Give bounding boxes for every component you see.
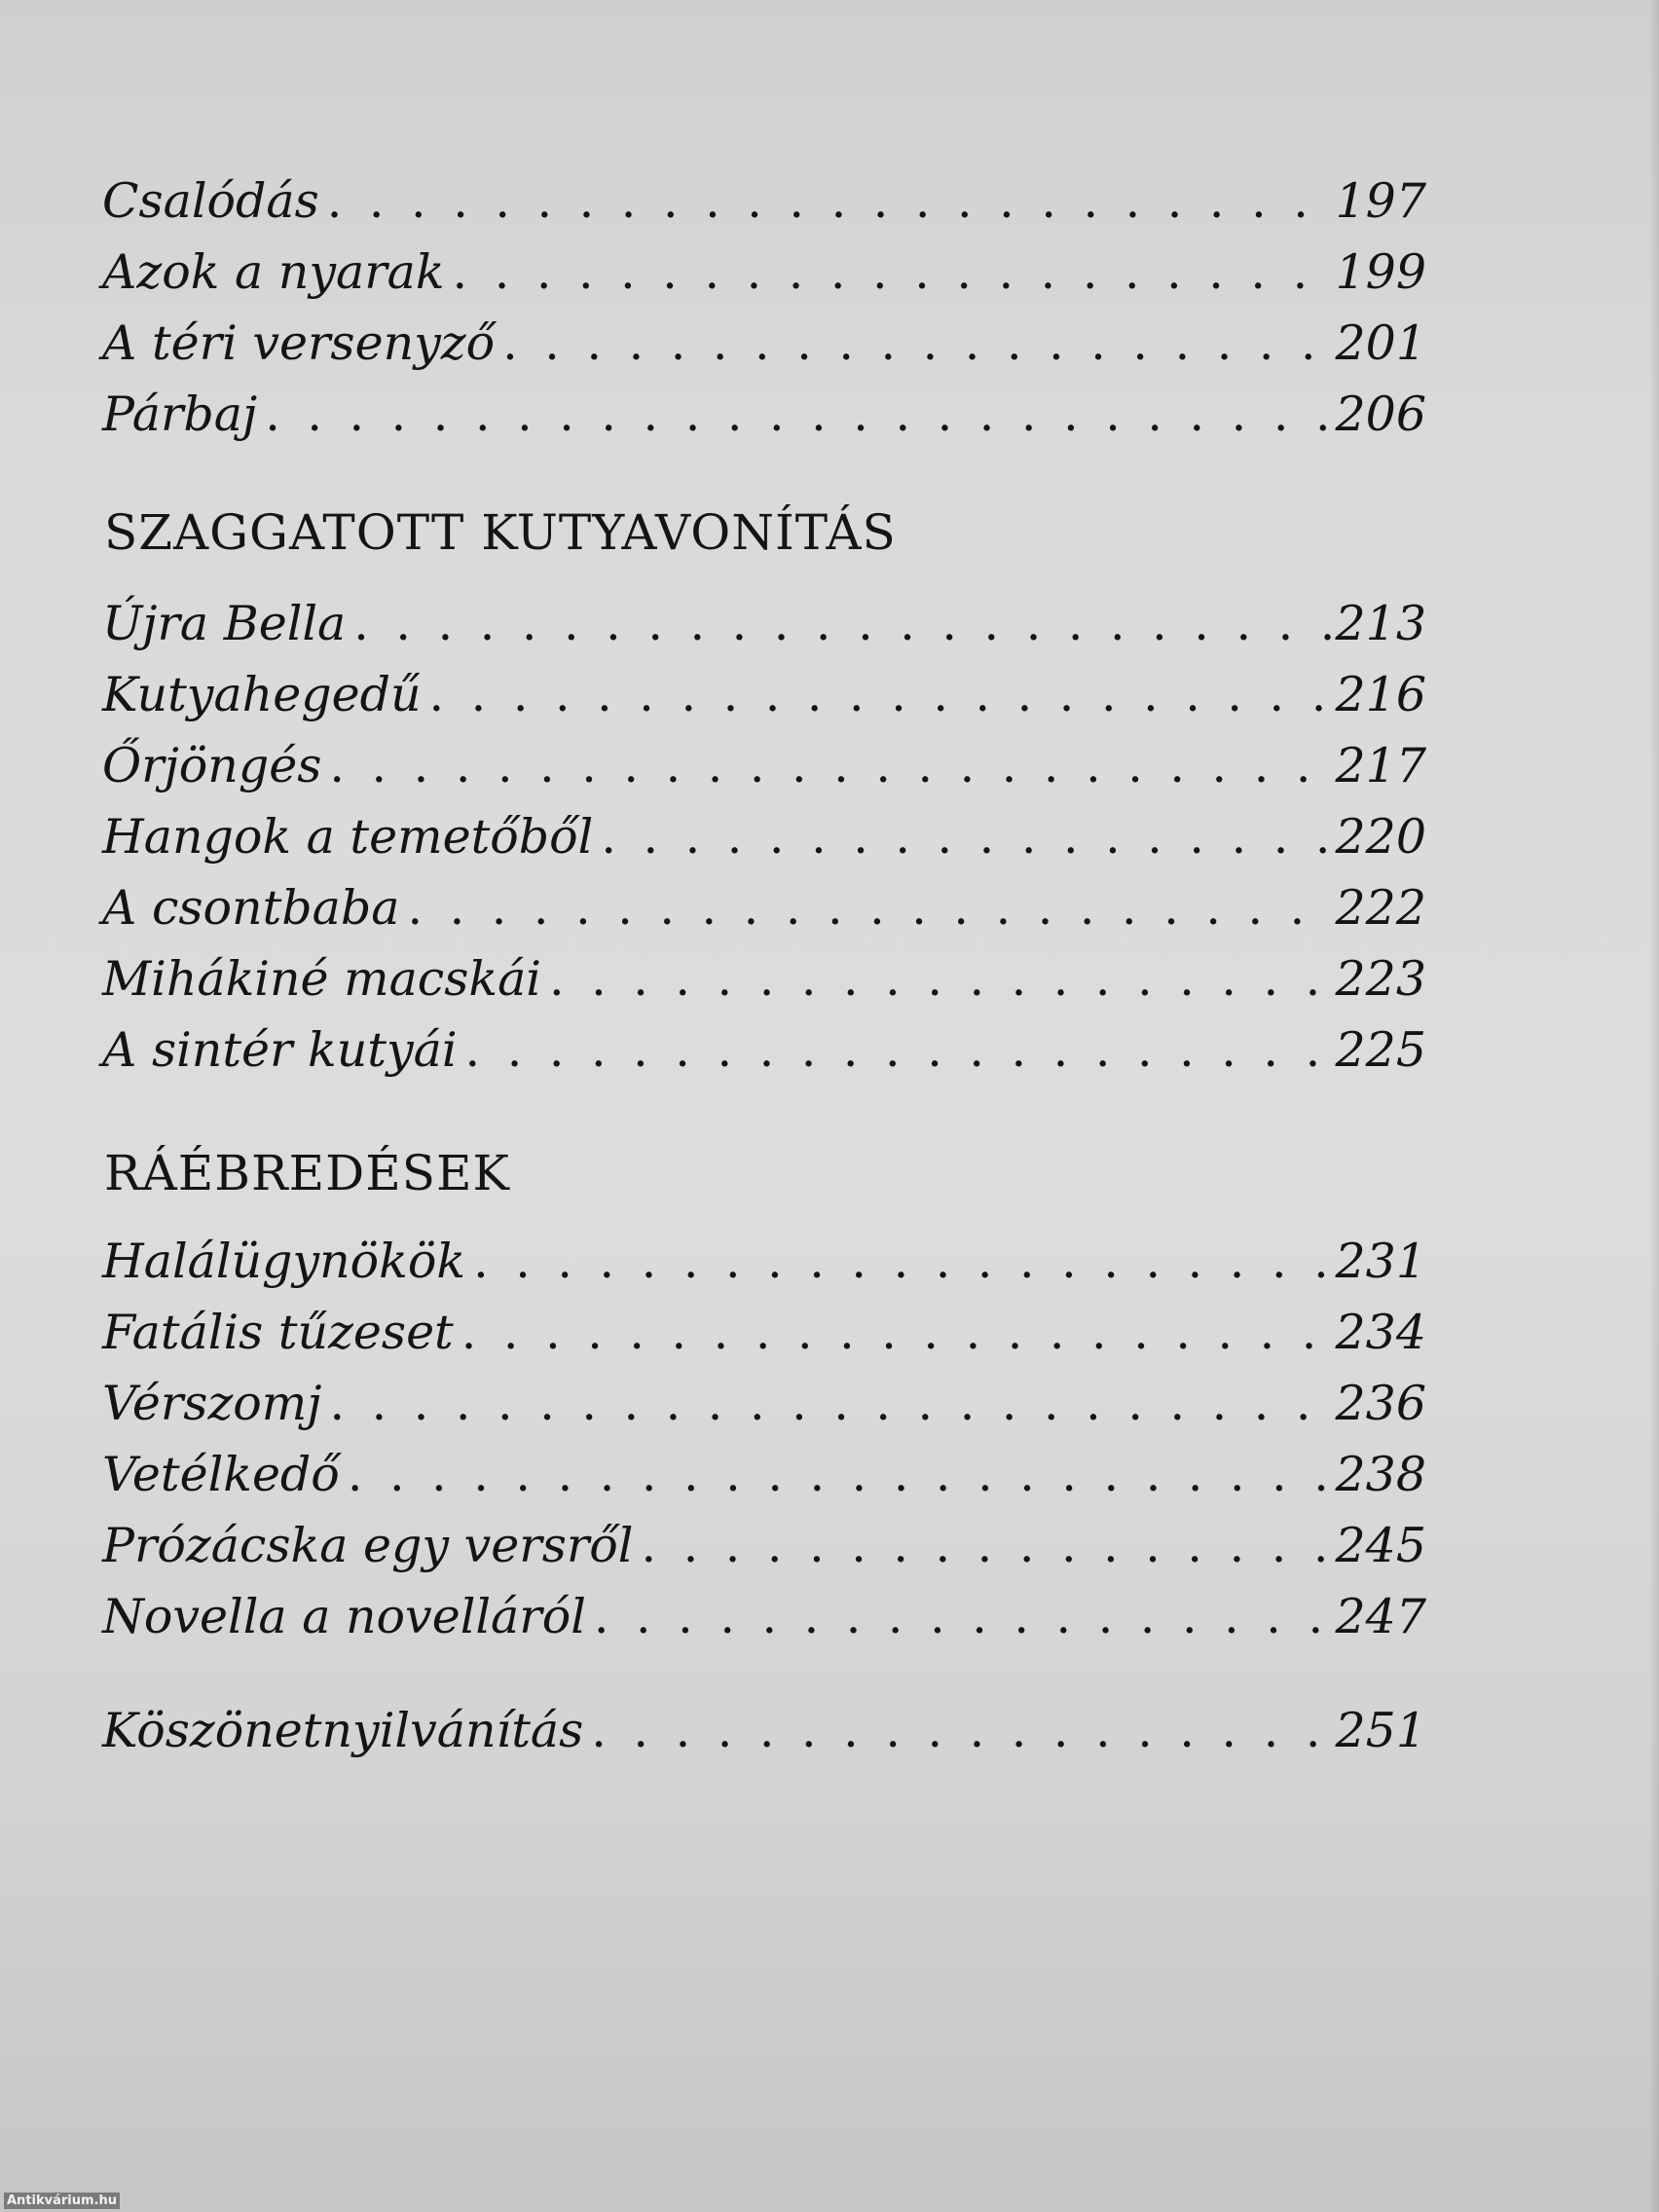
toc-entry-page: 201 [1335, 315, 1426, 371]
toc-entry-page: 223 [1335, 951, 1426, 1007]
toc-dot-leader [422, 663, 1336, 727]
toc-entry-page: 236 [1335, 1376, 1426, 1431]
toc-entry-title: A téri versenyző [102, 315, 496, 371]
toc-entry-title: Vérszomj [102, 1376, 322, 1431]
toc-entry-page: 251 [1335, 1703, 1426, 1758]
toc-dot-leader [321, 1372, 1335, 1436]
toc-entry [102, 876, 1426, 940]
toc-entry-page: 217 [1335, 738, 1426, 793]
toc-entry [102, 734, 1426, 798]
toc-entry [102, 1301, 1426, 1365]
toc-entry [102, 240, 1426, 305]
toc-dot-leader [321, 734, 1335, 798]
toc-entry-title: Vetélkedő [102, 1447, 340, 1502]
toc-entry-page: 206 [1335, 387, 1426, 442]
toc-dot-leader [458, 1018, 1336, 1083]
toc-dot-leader [633, 1514, 1335, 1578]
toc-entry-page: 197 [1335, 173, 1426, 229]
toc-entry [102, 1372, 1426, 1436]
toc-entry-title: A sintér kutyái [102, 1022, 458, 1078]
toc-entry-page: 231 [1335, 1234, 1426, 1289]
toc-entry-title: Prózácska egy versről [102, 1518, 634, 1573]
toc-entry-page: 245 [1335, 1518, 1426, 1573]
toc-entry [102, 169, 1426, 234]
toc-entry-page: 247 [1335, 1589, 1426, 1644]
toc-entry [102, 312, 1426, 376]
toc-entry-title: Hangok a temetőből [102, 809, 594, 865]
toc-entry-title: Újra Bella [102, 596, 347, 651]
toc-entry-page: 238 [1335, 1447, 1426, 1502]
toc-dot-leader [465, 1230, 1335, 1294]
toc-dot-leader [495, 312, 1335, 376]
toc-entry-page: 216 [1335, 667, 1426, 722]
toc-entry-title: Mihákiné macskái [102, 951, 541, 1007]
toc-entry [102, 663, 1426, 727]
toc-entry [102, 383, 1426, 447]
toc-entry-page: 213 [1335, 596, 1426, 651]
toc-entry-title: Köszönetnyilvánítás [102, 1703, 584, 1758]
toc-dot-leader [593, 805, 1335, 869]
toc-entry [102, 1514, 1426, 1578]
toc-entry-title: Azok a nyarak [102, 244, 445, 300]
toc-entry-title: Őrjöngés [102, 738, 322, 793]
page-edge-shadow [1649, 0, 1659, 2212]
toc-entry-title: Fatális tűzeset [102, 1305, 454, 1360]
toc-dot-leader [541, 947, 1336, 1012]
toc-dot-leader [445, 240, 1336, 305]
toc-entry-page: 199 [1335, 244, 1426, 300]
toc-entry [102, 947, 1426, 1012]
toc-entry-page: 225 [1335, 1022, 1426, 1078]
toc-entry-title: Kutyahegedű [102, 667, 422, 722]
toc-dot-leader [257, 383, 1335, 447]
toc-entry-page: 220 [1335, 809, 1426, 865]
toc-entry [102, 1018, 1426, 1083]
toc-entry [102, 1585, 1426, 1649]
section-heading: RÁÉBREDÉSEK [104, 1145, 510, 1201]
toc-entry-title: A csontbaba [102, 880, 400, 936]
toc-dot-leader [340, 1443, 1336, 1507]
toc-dot-leader [583, 1699, 1335, 1763]
toc-dot-leader [346, 592, 1335, 656]
toc-entry-title: Halálügynökök [102, 1234, 466, 1289]
toc-entry-title: Csalódás [102, 173, 319, 229]
toc-entry [102, 805, 1426, 869]
toc-dot-leader [454, 1301, 1336, 1365]
toc-dot-leader [399, 876, 1335, 940]
toc-entry-page: 234 [1335, 1305, 1426, 1360]
toc-entry-acknowledgements [102, 1699, 1426, 1763]
toc-entry-title: Párbaj [102, 387, 258, 442]
toc-entry-title: Novella a novelláról [102, 1589, 586, 1644]
toc-dot-leader [319, 169, 1336, 234]
section-heading: SZAGGATOTT KUTYAVONÍTÁS [104, 504, 897, 561]
toc-dot-leader [586, 1585, 1336, 1649]
toc-entry [102, 592, 1426, 656]
toc-entry [102, 1230, 1426, 1294]
toc-entry-page: 222 [1335, 880, 1426, 936]
watermark-label: Antikvárium.hu [4, 2193, 120, 2209]
toc-entry [102, 1443, 1426, 1507]
